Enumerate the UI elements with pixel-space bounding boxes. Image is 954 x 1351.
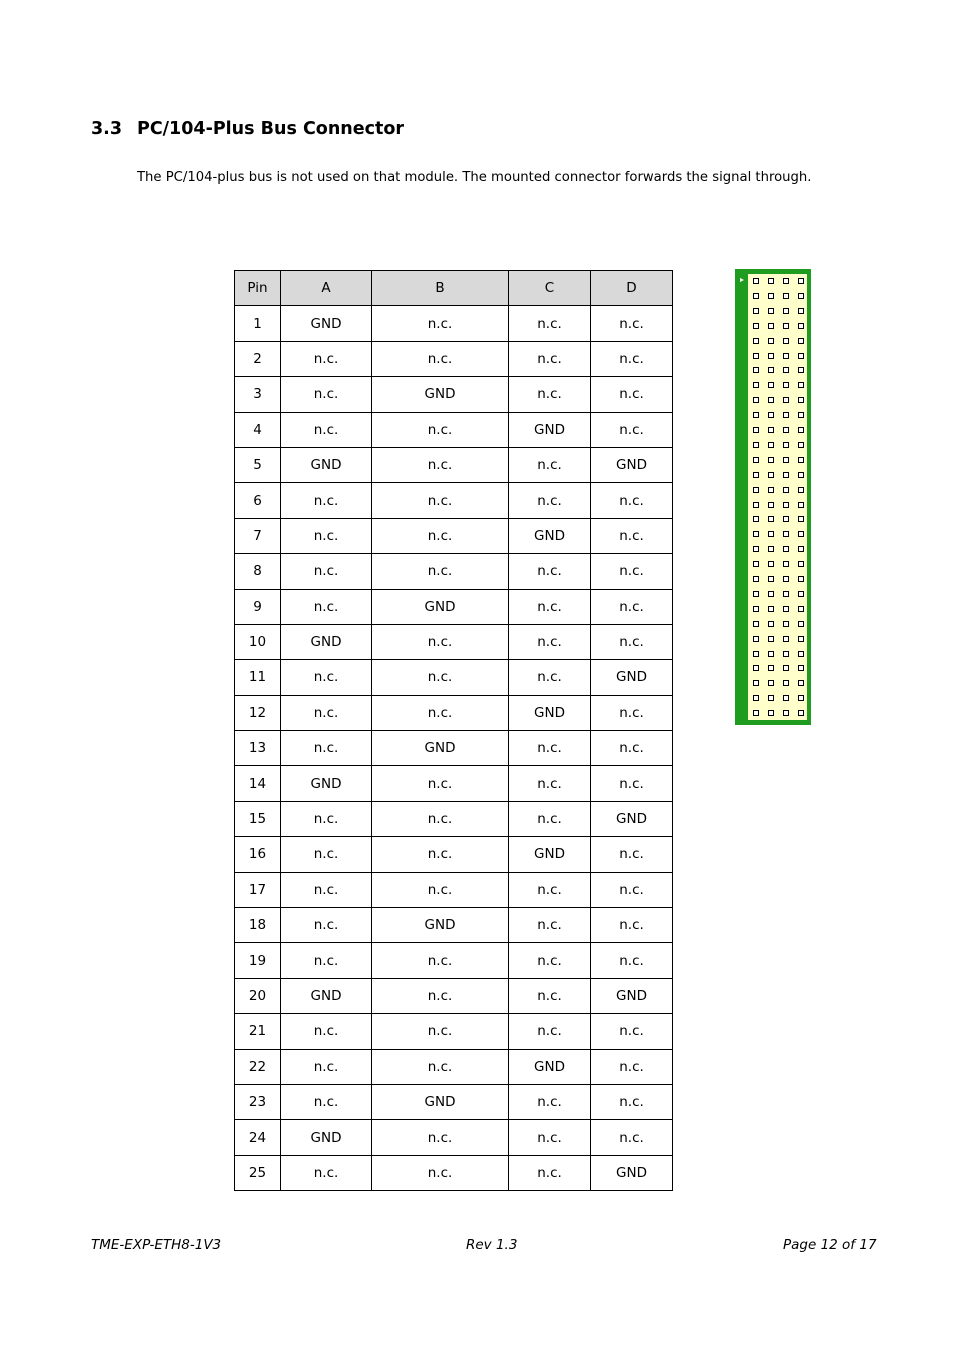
table-row — [235, 1084, 673, 1119]
cell-a: n.c. — [281, 872, 372, 907]
cell-b: GND — [372, 377, 509, 412]
connector-pin — [798, 338, 804, 344]
connector-pin — [783, 695, 789, 701]
cell-pin: 25 — [235, 1155, 281, 1190]
cell-a: n.c. — [281, 695, 372, 730]
cell-d: GND — [591, 978, 673, 1013]
cell-a: n.c. — [281, 377, 372, 412]
table-row — [235, 377, 673, 412]
cell-a: GND — [281, 766, 372, 801]
connector-pin — [768, 412, 774, 418]
connector-pin — [768, 621, 774, 627]
cell-d: n.c. — [591, 1049, 673, 1084]
cell-b: n.c. — [372, 801, 509, 836]
connector-pin — [768, 591, 774, 597]
cell-c: n.c. — [509, 872, 591, 907]
connector-pin — [798, 695, 804, 701]
cell-a: n.c. — [281, 554, 372, 589]
cell-d: n.c. — [591, 1014, 673, 1049]
connector-pin — [768, 516, 774, 522]
cell-c: n.c. — [509, 1120, 591, 1155]
connector-pin — [768, 367, 774, 373]
connector-pin — [783, 442, 789, 448]
connector-pin — [783, 472, 789, 478]
cell-c: n.c. — [509, 1014, 591, 1049]
cell-c: n.c. — [509, 766, 591, 801]
cell-d: GND — [591, 1155, 673, 1190]
cell-c: n.c. — [509, 943, 591, 978]
cell-pin: 13 — [235, 731, 281, 766]
connector-pin — [798, 606, 804, 612]
section-number: 3.3 — [91, 119, 123, 139]
cell-pin: 23 — [235, 1084, 281, 1119]
cell-a: n.c. — [281, 943, 372, 978]
connector-pin — [753, 576, 759, 582]
cell-c: n.c. — [509, 341, 591, 376]
connector-pin — [783, 397, 789, 403]
connector-pin — [753, 487, 759, 493]
connector-pin — [753, 651, 759, 657]
cell-b: n.c. — [372, 943, 509, 978]
cell-b: n.c. — [372, 1014, 509, 1049]
cell-pin: 6 — [235, 483, 281, 518]
cell-d: n.c. — [591, 1084, 673, 1119]
table-row — [235, 483, 673, 518]
cell-pin: 17 — [235, 872, 281, 907]
cell-a: GND — [281, 978, 372, 1013]
connector-pin — [753, 293, 759, 299]
connector-pin — [753, 323, 759, 329]
connector-pin — [798, 561, 804, 567]
cell-a: n.c. — [281, 1084, 372, 1119]
connector-pin — [798, 382, 804, 388]
cell-c: GND — [509, 1049, 591, 1084]
cell-d: n.c. — [591, 624, 673, 659]
section-heading — [91, 119, 404, 139]
table-header-row — [235, 271, 673, 306]
connector-pin — [768, 606, 774, 612]
cell-c: n.c. — [509, 483, 591, 518]
header-c: C — [509, 271, 591, 306]
connector-pin — [783, 382, 789, 388]
connector-pin — [768, 502, 774, 508]
connector-pin — [768, 457, 774, 463]
connector-pin — [768, 710, 774, 716]
connector-pin — [768, 651, 774, 657]
cell-a: n.c. — [281, 837, 372, 872]
table-row — [235, 695, 673, 730]
connector-pin — [783, 278, 789, 284]
connector-pin — [783, 621, 789, 627]
connector-pin — [768, 442, 774, 448]
cell-c: n.c. — [509, 377, 591, 412]
cell-d: n.c. — [591, 377, 673, 412]
cell-b: n.c. — [372, 978, 509, 1013]
connector-pin — [798, 665, 804, 671]
connector-pin — [753, 367, 759, 373]
connector-pin — [798, 412, 804, 418]
cell-c: n.c. — [509, 554, 591, 589]
cell-pin: 4 — [235, 412, 281, 447]
cell-pin: 20 — [235, 978, 281, 1013]
cell-pin: 5 — [235, 447, 281, 482]
connector-pin — [783, 353, 789, 359]
connector-pin — [783, 591, 789, 597]
connector-diagram — [735, 269, 811, 725]
header-a: A — [281, 271, 372, 306]
connector-pin — [798, 516, 804, 522]
connector-pin — [753, 636, 759, 642]
table-row — [235, 1049, 673, 1084]
cell-d: GND — [591, 447, 673, 482]
connector-pin — [783, 323, 789, 329]
connector-pin — [768, 680, 774, 686]
connector-pin — [753, 382, 759, 388]
cell-b: n.c. — [372, 695, 509, 730]
cell-pin: 22 — [235, 1049, 281, 1084]
cell-d: n.c. — [591, 483, 673, 518]
cell-pin: 15 — [235, 801, 281, 836]
table-row — [235, 306, 673, 341]
table-row — [235, 1120, 673, 1155]
connector-pin — [753, 546, 759, 552]
connector-pin — [798, 323, 804, 329]
footer-page-number: Page 12 of 17 — [783, 1237, 877, 1253]
connector-pin — [768, 665, 774, 671]
cell-d: n.c. — [591, 306, 673, 341]
cell-b: n.c. — [372, 1120, 509, 1155]
connector-pin — [768, 531, 774, 537]
cell-a: n.c. — [281, 412, 372, 447]
cell-b: n.c. — [372, 766, 509, 801]
cell-b: n.c. — [372, 447, 509, 482]
cell-pin: 19 — [235, 943, 281, 978]
pin1-marker-icon — [740, 278, 744, 282]
cell-b: n.c. — [372, 660, 509, 695]
table-row — [235, 766, 673, 801]
connector-pin — [798, 591, 804, 597]
cell-pin: 8 — [235, 554, 281, 589]
connector-pin — [798, 472, 804, 478]
cell-pin: 9 — [235, 589, 281, 624]
cell-a: n.c. — [281, 483, 372, 518]
cell-d: n.c. — [591, 518, 673, 553]
connector-pin — [768, 695, 774, 701]
table-row — [235, 943, 673, 978]
connector-pin — [783, 367, 789, 373]
connector-pin — [783, 338, 789, 344]
connector-pin — [783, 516, 789, 522]
cell-d: n.c. — [591, 341, 673, 376]
connector-pin — [798, 546, 804, 552]
connector-pin — [768, 323, 774, 329]
cell-pin: 24 — [235, 1120, 281, 1155]
cell-pin: 11 — [235, 660, 281, 695]
connector-pin — [783, 427, 789, 433]
connector-pin — [753, 606, 759, 612]
cell-c: n.c. — [509, 978, 591, 1013]
table-row — [235, 447, 673, 482]
cell-a: n.c. — [281, 908, 372, 943]
cell-b: n.c. — [372, 412, 509, 447]
connector-pin — [753, 680, 759, 686]
cell-a: n.c. — [281, 1014, 372, 1049]
connector-pin — [798, 427, 804, 433]
connector-pin — [798, 680, 804, 686]
connector-pin — [753, 472, 759, 478]
connector-pin — [768, 636, 774, 642]
section-title: PC/104-Plus Bus Connector — [137, 119, 404, 139]
cell-pin: 2 — [235, 341, 281, 376]
cell-c: n.c. — [509, 589, 591, 624]
table-row — [235, 801, 673, 836]
connector-pin — [753, 457, 759, 463]
cell-d: n.c. — [591, 554, 673, 589]
cell-c: n.c. — [509, 306, 591, 341]
cell-d: n.c. — [591, 589, 673, 624]
connector-pin — [768, 278, 774, 284]
connector-pin — [768, 397, 774, 403]
cell-c: n.c. — [509, 908, 591, 943]
cell-b: GND — [372, 1084, 509, 1119]
cell-d: n.c. — [591, 837, 673, 872]
connector-pin — [798, 278, 804, 284]
table-row — [235, 589, 673, 624]
connector-pin — [753, 710, 759, 716]
cell-a: GND — [281, 624, 372, 659]
cell-d: n.c. — [591, 766, 673, 801]
table-row — [235, 1014, 673, 1049]
cell-c: GND — [509, 412, 591, 447]
connector-pin — [798, 457, 804, 463]
table-body — [235, 306, 673, 1191]
cell-b: n.c. — [372, 306, 509, 341]
connector-pin — [783, 502, 789, 508]
connector-pin — [768, 293, 774, 299]
connector-pin — [783, 606, 789, 612]
connector-pin — [768, 487, 774, 493]
connector-pin — [753, 591, 759, 597]
connector-pin — [753, 427, 759, 433]
connector-pin — [753, 665, 759, 671]
connector-pin — [798, 293, 804, 299]
connector-pin — [783, 293, 789, 299]
cell-b: n.c. — [372, 837, 509, 872]
connector-pin — [783, 531, 789, 537]
table-row — [235, 660, 673, 695]
connector-pin — [798, 397, 804, 403]
connector-pin — [753, 442, 759, 448]
connector-pin — [798, 576, 804, 582]
cell-c: n.c. — [509, 1084, 591, 1119]
cell-c: n.c. — [509, 624, 591, 659]
connector-pin — [753, 397, 759, 403]
connector-pin — [798, 442, 804, 448]
header-d: D — [591, 271, 673, 306]
cell-d: n.c. — [591, 412, 673, 447]
table-row — [235, 341, 673, 376]
connector-pin — [753, 621, 759, 627]
footer-document-id: TME-EXP-ETH8-1V3 — [91, 1237, 222, 1253]
cell-pin: 16 — [235, 837, 281, 872]
table-row — [235, 908, 673, 943]
cell-d: n.c. — [591, 695, 673, 730]
connector-pin — [798, 710, 804, 716]
cell-pin: 14 — [235, 766, 281, 801]
cell-pin: 3 — [235, 377, 281, 412]
cell-a: GND — [281, 1120, 372, 1155]
connector-pin — [768, 338, 774, 344]
connector-pin — [753, 338, 759, 344]
cell-a: n.c. — [281, 518, 372, 553]
table-row — [235, 1155, 673, 1190]
cell-d: n.c. — [591, 872, 673, 907]
cell-a: n.c. — [281, 731, 372, 766]
cell-b: n.c. — [372, 624, 509, 659]
cell-a: n.c. — [281, 660, 372, 695]
connector-pin — [798, 502, 804, 508]
connector-pin — [798, 487, 804, 493]
cell-d: n.c. — [591, 943, 673, 978]
header-b: B — [372, 271, 509, 306]
cell-c: GND — [509, 837, 591, 872]
table-row — [235, 518, 673, 553]
cell-c: GND — [509, 518, 591, 553]
connector-pin — [798, 636, 804, 642]
connector-pin — [783, 546, 789, 552]
table-row — [235, 731, 673, 766]
cell-b: GND — [372, 908, 509, 943]
connector-pin — [798, 531, 804, 537]
connector-pin — [783, 636, 789, 642]
connector-pin — [798, 308, 804, 314]
table-row — [235, 624, 673, 659]
connector-pin — [783, 665, 789, 671]
connector-pin — [768, 308, 774, 314]
connector-pin — [798, 621, 804, 627]
cell-b: n.c. — [372, 1049, 509, 1084]
connector-pin — [783, 710, 789, 716]
connector-pin — [768, 561, 774, 567]
cell-b: n.c. — [372, 518, 509, 553]
connector-pin — [783, 680, 789, 686]
table-row — [235, 837, 673, 872]
connector-pin — [753, 412, 759, 418]
header-pin: Pin — [235, 271, 281, 306]
connector-pin — [753, 502, 759, 508]
cell-pin: 21 — [235, 1014, 281, 1049]
table-row — [235, 412, 673, 447]
connector-pin — [768, 546, 774, 552]
table-row — [235, 872, 673, 907]
cell-c: n.c. — [509, 660, 591, 695]
connector-pin — [753, 516, 759, 522]
connector-pin — [783, 561, 789, 567]
connector-pin — [753, 353, 759, 359]
connector-pin — [768, 427, 774, 433]
connector-pin — [783, 457, 789, 463]
cell-b: n.c. — [372, 872, 509, 907]
cell-pin: 10 — [235, 624, 281, 659]
cell-a: n.c. — [281, 801, 372, 836]
cell-b: n.c. — [372, 554, 509, 589]
connector-pin — [768, 472, 774, 478]
intro-paragraph: The PC/104-plus bus is not used on that module. The mounted connector forwards the signal through. — [137, 170, 812, 185]
cell-b: GND — [372, 589, 509, 624]
connector-pin — [768, 576, 774, 582]
pin-assignment-table — [234, 270, 673, 1191]
footer-revision: Rev 1.3 — [466, 1237, 518, 1253]
connector-pin — [798, 353, 804, 359]
cell-d: GND — [591, 660, 673, 695]
connector-pin — [768, 382, 774, 388]
cell-c: n.c. — [509, 801, 591, 836]
connector-pin — [753, 278, 759, 284]
connector-pin — [783, 576, 789, 582]
cell-d: n.c. — [591, 1120, 673, 1155]
connector-pin — [783, 308, 789, 314]
cell-pin: 1 — [235, 306, 281, 341]
connector-pin — [798, 651, 804, 657]
cell-c: n.c. — [509, 1155, 591, 1190]
cell-a: n.c. — [281, 341, 372, 376]
connector-pin — [753, 695, 759, 701]
cell-b: n.c. — [372, 1155, 509, 1190]
cell-a: n.c. — [281, 589, 372, 624]
cell-c: GND — [509, 695, 591, 730]
connector-pin — [768, 353, 774, 359]
cell-a: GND — [281, 447, 372, 482]
cell-a: n.c. — [281, 1155, 372, 1190]
cell-pin: 12 — [235, 695, 281, 730]
cell-b: n.c. — [372, 483, 509, 518]
cell-pin: 18 — [235, 908, 281, 943]
cell-pin: 7 — [235, 518, 281, 553]
cell-d: n.c. — [591, 908, 673, 943]
connector-pin — [753, 531, 759, 537]
cell-c: n.c. — [509, 731, 591, 766]
table-row — [235, 978, 673, 1013]
cell-d: GND — [591, 801, 673, 836]
cell-b: n.c. — [372, 341, 509, 376]
connector-pin — [783, 412, 789, 418]
cell-b: GND — [372, 731, 509, 766]
cell-d: n.c. — [591, 731, 673, 766]
connector-pin — [783, 651, 789, 657]
table-row — [235, 554, 673, 589]
connector-pin — [783, 487, 789, 493]
cell-a: n.c. — [281, 1049, 372, 1084]
cell-c: n.c. — [509, 447, 591, 482]
connector-pin — [753, 561, 759, 567]
connector-pin — [753, 308, 759, 314]
connector-pin — [798, 367, 804, 373]
cell-a: GND — [281, 306, 372, 341]
